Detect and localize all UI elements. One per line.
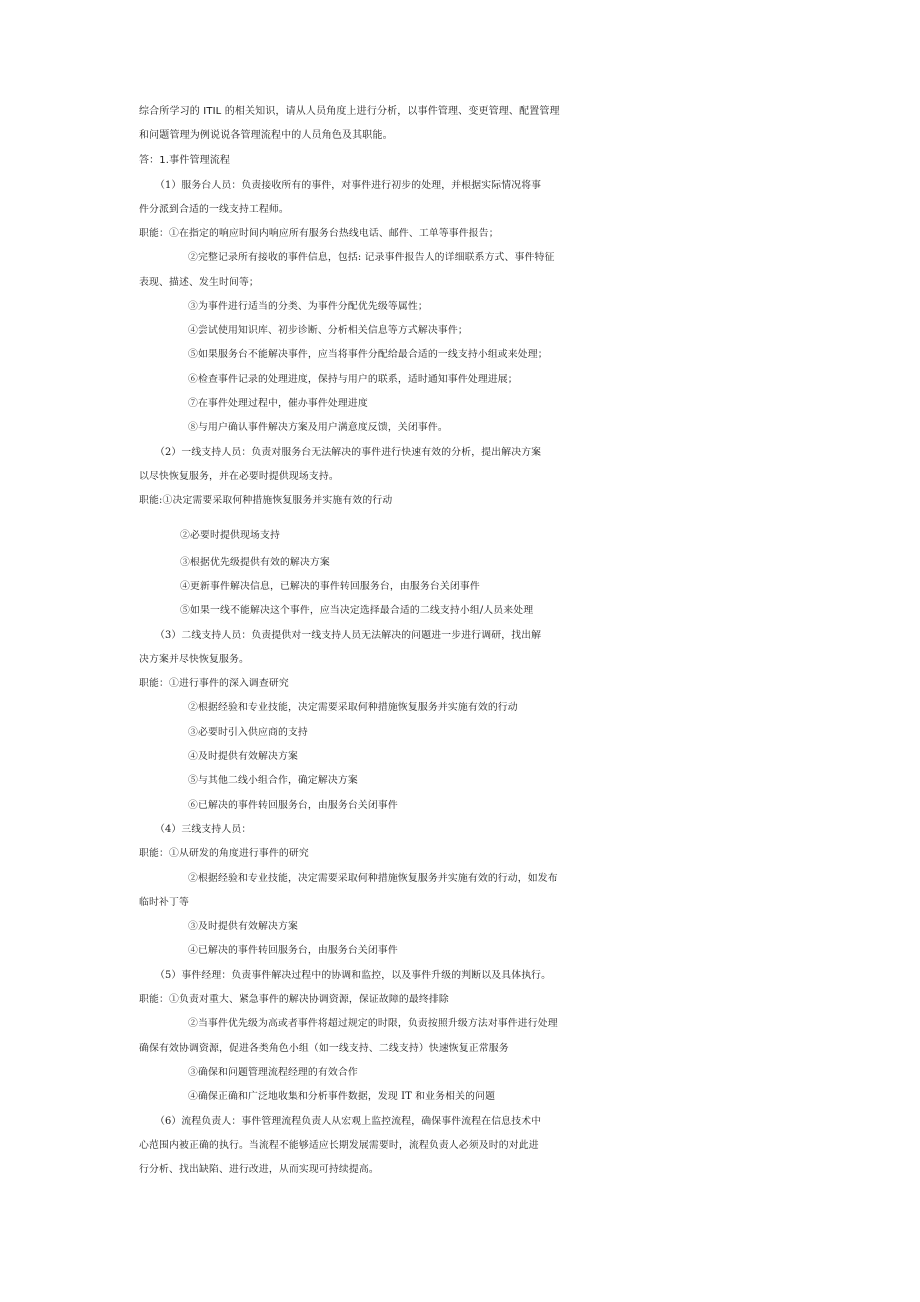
text-line: （6）流程负责人：事件管理流程负责人从宏观上监控流程，确保事件流程在信息技术中	[155, 1116, 542, 1127]
text-line: 确保有效协调资源，促进各类角色小组（如一线支持、二线支持）快速恢复正常服务	[139, 1043, 509, 1054]
text-line: ④及时提供有效解决方案	[188, 751, 298, 762]
text-line: 决方案并尽快恢复服务。	[139, 654, 249, 665]
text-line: ⑤如果服务台不能解决事件，应当将事件分配给最合适的一线支持小组或来处理；	[188, 349, 548, 360]
text-line: ②必要时提供现场支持	[180, 530, 280, 541]
text-line: ②根据经验和专业技能，决定需要采取何种措施恢复服务并实施有效的行动，如发布	[188, 873, 558, 884]
text-line: ②当事件优先级为高或者事件将超过规定的时限，负责按照升级方法对事件进行处理	[188, 1018, 558, 1029]
text-line: 心范围内被正确的执行。当流程不能够适应长期发展需要时，流程负责人必须及时的对此进	[139, 1140, 539, 1151]
text-line: ⑦在事件处理过程中，催办事件处理进度	[188, 398, 368, 409]
text-line: （3）二线支持人员：负责提供对一线支持人员无法解决的问题进一步进行调研，找出解	[155, 630, 542, 641]
text-line: ⑧与用户确认事件解决方案及用户满意度反馈，关闭事件。	[188, 422, 448, 433]
text-line: ③及时提供有效解决方案	[188, 921, 298, 932]
text-line: ④确保正确和广泛地收集和分析事件数据，发现 IT 和业务相关的问题	[188, 1091, 496, 1102]
text-line: ③必要时引入供应商的支持	[188, 727, 308, 738]
text-line: 以尽快恢复服务，并在必要时提供现场支持。	[139, 471, 339, 482]
text-line: 综合所学习的 ITIL 的相关知识，请从人员角度上进行分析，以事件管理、变更管理、配置管理	[139, 106, 560, 117]
text-line: ⑥已解决的事件转回服务台，由服务台关闭事件	[188, 800, 398, 811]
text-line: 临时补丁等	[139, 897, 189, 908]
text-line: ②完整记录所有接收的事件信息，包括: 记录事件报告人的详细联系方式、事件特征	[188, 252, 555, 263]
text-line: ⑤与其他二线小组合作，确定解决方案	[188, 775, 358, 786]
text-line: 职能：①进行事件的深入调查研究	[139, 678, 289, 689]
text-line: ④更新事件解决信息，已解决的事件转回服务台，由服务台关闭事件	[180, 581, 480, 592]
text-line: ③根据优先级提供有效的解决方案	[180, 557, 330, 568]
text-line: （4）三线支持人员：	[155, 824, 252, 835]
text-line: 表现、描述、发生时间等；	[139, 277, 259, 288]
text-line: ③为事件进行适当的分类、为事件分配优先级等属性；	[188, 301, 428, 312]
text-line: （5）事件经理：负责事件解决过程中的协调和监控，以及事件升级的判断以及具体执行。	[155, 970, 552, 981]
text-line: 职能:①决定需要采取何种措施恢复服务并实施有效的行动	[139, 495, 393, 506]
text-line: 和问题管理为例说说各管理流程中的人员角色及其职能。	[139, 130, 393, 141]
text-line: 行分析、找出缺陷、进行改进，从而实现可持续提高。	[139, 1164, 379, 1175]
text-line: ②根据经验和专业技能，决定需要采取何种措施恢复服务并实施有效的行动	[188, 702, 518, 713]
text-line: ⑤如果一线不能解决这个事件，应当决定选择最合适的二线支持小组/人员来处理	[180, 605, 534, 616]
text-line: ④尝试使用知识库、初步诊断、分析相关信息等方式解决事件；	[188, 325, 468, 336]
text-line: （1）服务台人员：负责接收所有的事件，对事件进行初步的处理，并根据实际情况将事	[155, 180, 542, 191]
text-line: ③确保和问题管理流程经理的有效合作	[188, 1067, 358, 1078]
text-line: 职能：①从研发的角度进行事件的研究	[139, 848, 309, 859]
text-line: （2）一线支持人员：负责对服务台无法解决的事件进行快速有效的分析，提出解决方案	[155, 447, 542, 458]
text-line: 职能：①在指定的响应时间内响应所有服务台热线电话、邮件、工单等事件报告；	[139, 228, 499, 239]
text-line: 件分派到合适的一线支持工程师。	[139, 204, 289, 215]
text-line: 职能：①负责对重大、紧急事件的解决协调资源，保证故障的最终排除	[139, 994, 449, 1005]
text-line: ⑥检查事件记录的处理进度，保持与用户的联系，适时通知事件处理进展；	[188, 374, 518, 385]
text-line: 答：1.事件管理流程	[139, 155, 231, 166]
text-line: ④已解决的事件转回服务台，由服务台关闭事件	[188, 945, 398, 956]
